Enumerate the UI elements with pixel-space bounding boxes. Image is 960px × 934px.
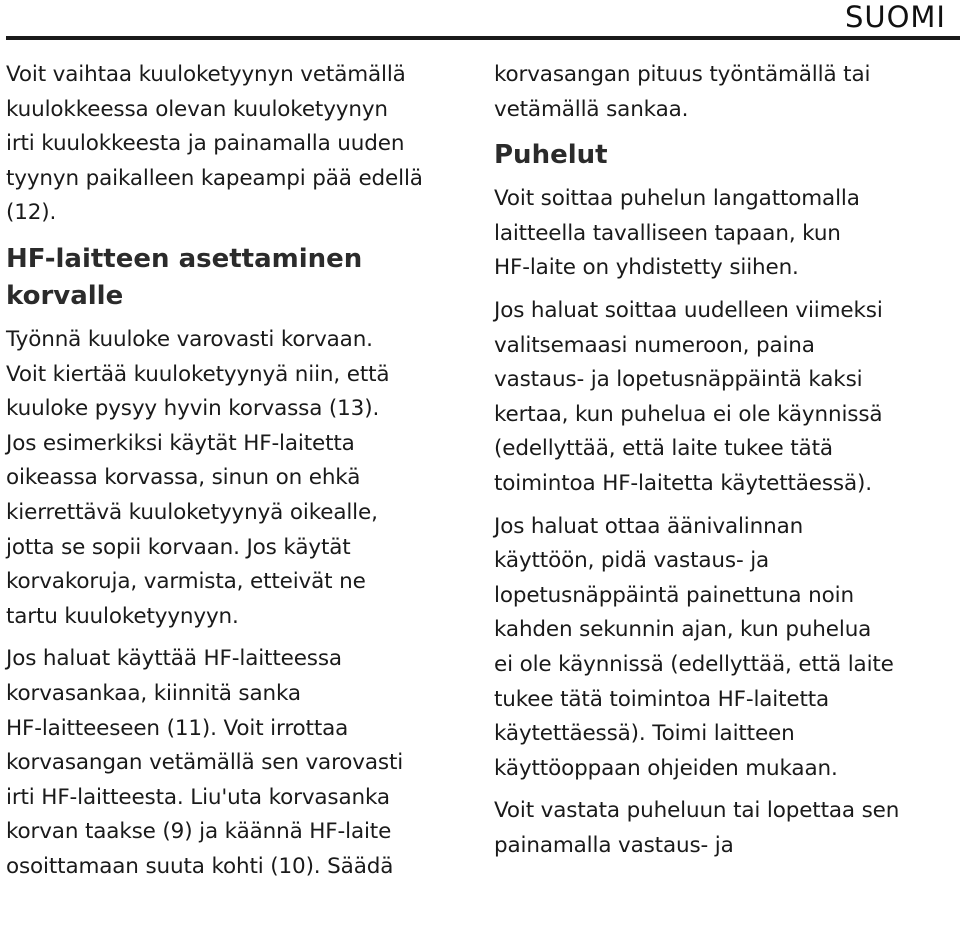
text-line: kuuloke pysyy hyvin korvassa (13). bbox=[6, 396, 380, 422]
text-line: Jos haluat ottaa äänivalinnan bbox=[494, 513, 804, 539]
text-line: Voit kiertää kuuloketyynyä niin, että bbox=[6, 361, 390, 387]
paragraph bbox=[494, 794, 954, 863]
text-line: kahden sekunnin ajan, kun puhelua bbox=[494, 617, 872, 643]
text-line: vetämällä sankaa. bbox=[494, 96, 689, 122]
section-heading: Puhelut bbox=[494, 140, 608, 171]
text-line: kierrettävä kuuloketyynyä oikealle, bbox=[6, 499, 378, 525]
text-line: kertaa, kun puhelua ei ole käynnissä bbox=[494, 401, 883, 427]
text-line: tyynyn paikalleen kapeampi pää edellä bbox=[6, 165, 423, 191]
text-line: korvan taakse (9) ja käännä HF-laite bbox=[6, 819, 392, 845]
text-line: (12). bbox=[6, 200, 57, 226]
heading-line: HF-laitteen asettaminen bbox=[6, 243, 363, 274]
paragraph bbox=[6, 642, 466, 884]
text-line: irti HF-laitteesta. Liu'uta korvasanka bbox=[6, 784, 390, 810]
text-line: painamalla vastaus- ja bbox=[494, 832, 734, 858]
paragraph bbox=[494, 182, 954, 286]
text-line: korvasangan vetämällä sen varovasti bbox=[6, 750, 404, 776]
text-line: laitteella tavalliseen tapaan, kun bbox=[494, 220, 841, 246]
text-line: käyttöön, pidä vastaus- ja bbox=[494, 548, 770, 574]
language-label: SUOMI bbox=[844, 0, 946, 34]
left-column bbox=[6, 58, 466, 884]
text-line: Jos haluat käyttää HF-laitteessa bbox=[6, 646, 342, 672]
text-line: Voit soittaa puhelun langattomalla bbox=[494, 186, 860, 212]
text-line: käytettäessä). Toimi laitteen bbox=[494, 721, 795, 747]
text-line: valitsemaasi numeroon, paina bbox=[494, 332, 815, 358]
text-line: Voit vastata puheluun tai lopettaa sen bbox=[494, 798, 900, 824]
text-line: käyttöoppaan ohjeiden mukaan. bbox=[494, 755, 838, 781]
text-line: irti kuulokkeesta ja painamalla uuden bbox=[6, 131, 405, 157]
text-line: kuulokkeessa olevan kuuloketyynyn bbox=[6, 96, 388, 122]
paragraph bbox=[494, 510, 954, 787]
right-column bbox=[494, 58, 954, 863]
text-line: toimintoa HF-laitetta käytettäessä). bbox=[494, 470, 872, 496]
text-line: Voit vaihtaa kuuloketyynyn vetämällä bbox=[6, 62, 406, 87]
paragraph bbox=[494, 58, 954, 127]
header-rule bbox=[6, 36, 960, 40]
text-line: vastaus- ja lopetusnäppäintä kaksi bbox=[494, 367, 863, 393]
text-line: Jos haluat soittaa uudelleen viimeksi bbox=[494, 297, 883, 323]
text-line: jotta se sopii korvaan. Jos käytät bbox=[6, 534, 351, 560]
text-line: HF-laitteeseen (11). Voit irrottaa bbox=[6, 715, 349, 741]
text-line: oikeassa korvassa, sinun on ehkä bbox=[6, 465, 361, 491]
paragraph bbox=[494, 294, 954, 502]
text-line: (edellyttää, että laite tukee tätä bbox=[494, 436, 833, 462]
text-line: HF-laite on yhdistetty siihen. bbox=[494, 255, 799, 281]
heading-line: korvalle bbox=[6, 280, 124, 311]
text-line: Työnnä kuuloke varovasti korvaan. bbox=[6, 326, 373, 352]
text-line: lopetusnäppäintä painettuna noin bbox=[494, 582, 854, 608]
paragraph bbox=[6, 58, 466, 231]
text-line: korvakoruja, varmista, etteivät ne bbox=[6, 569, 366, 595]
text-line: tukee tätä toimintoa HF-laitetta bbox=[494, 686, 830, 712]
text-line: Jos esimerkiksi käytät HF-laitetta bbox=[6, 430, 355, 456]
paragraph bbox=[6, 323, 466, 634]
section-heading bbox=[6, 241, 466, 315]
text-line: ei ole käynnissä (edellyttää, että laite bbox=[494, 651, 894, 677]
text-line: tartu kuuloketyynyyn. bbox=[6, 603, 239, 629]
text-line: osoittamaan suuta kohti (10). Säädä bbox=[6, 853, 394, 879]
text-line: korvasankaa, kiinnitä sanka bbox=[6, 680, 301, 706]
text-line: korvasangan pituus työntämällä tai bbox=[494, 62, 871, 87]
